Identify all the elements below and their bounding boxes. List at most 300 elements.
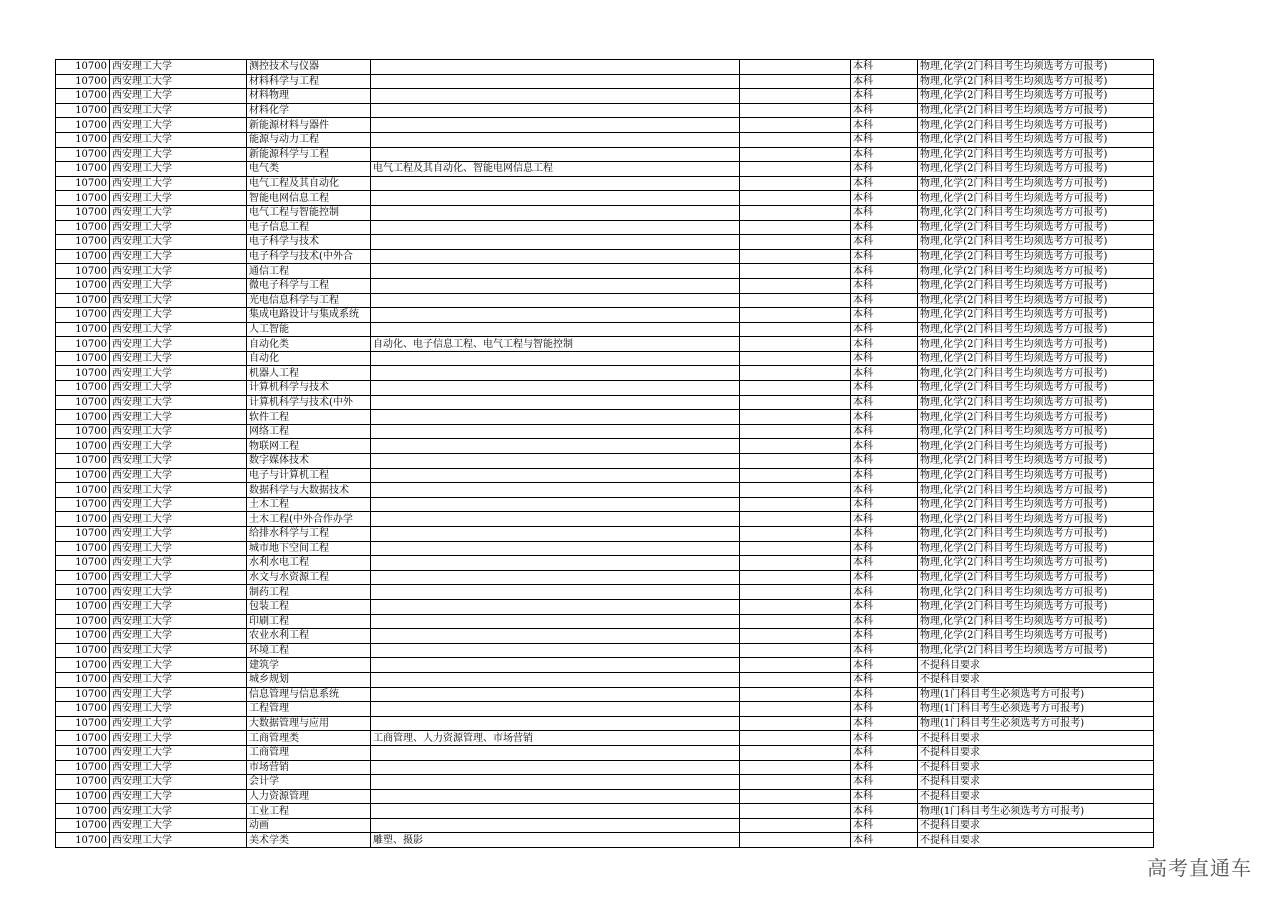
subject-requirement-cell: 物理,化学(2门科目考生均须选考方可报考) — [918, 74, 1154, 89]
major-name-cell: 材料化学 — [247, 103, 371, 118]
blank-cell — [740, 833, 851, 848]
blank-cell — [740, 118, 851, 133]
level-cell: 本科 — [851, 205, 918, 220]
subject-requirement-cell: 物理,化学(2门科目考生均须选考方可报考) — [918, 643, 1154, 658]
level-cell: 本科 — [851, 235, 918, 250]
table-row — [56, 658, 1154, 673]
level-cell: 本科 — [851, 527, 918, 542]
school-name-cell: 西安理工大学 — [110, 60, 247, 75]
watermark-text: 高考直通车 — [1147, 856, 1252, 880]
level-cell: 本科 — [851, 191, 918, 206]
major-name-cell: 新能源材料与器件 — [247, 118, 371, 133]
subject-requirement-cell: 物理(1门科目考生必须选考方可报考) — [918, 804, 1154, 819]
school-name-cell: 西安理工大学 — [110, 439, 247, 454]
blank-cell — [740, 74, 851, 89]
school-name-cell: 西安理工大学 — [110, 191, 247, 206]
school-name-cell: 西安理工大学 — [110, 818, 247, 833]
table-row — [56, 585, 1154, 600]
school-name-cell: 西安理工大学 — [110, 658, 247, 673]
school-name-cell: 西安理工大学 — [110, 760, 247, 775]
school-name-cell: 西安理工大学 — [110, 220, 247, 235]
subject-requirement-cell: 物理,化学(2门科目考生均须选考方可报考) — [918, 395, 1154, 410]
blank-cell — [740, 162, 851, 177]
school-code-cell: 10700 — [56, 118, 110, 133]
included-majors-cell — [371, 468, 740, 483]
included-majors-cell — [371, 702, 740, 717]
subject-requirement-cell: 物理,化学(2门科目考生均须选考方可报考) — [918, 439, 1154, 454]
subject-requirement-cell: 物理,化学(2门科目考生均须选考方可报考) — [918, 60, 1154, 75]
level-cell: 本科 — [851, 220, 918, 235]
subject-requirement-cell: 物理,化学(2门科目考生均须选考方可报考) — [918, 249, 1154, 264]
subject-requirement-cell: 物理,化学(2门科目考生均须选考方可报考) — [918, 512, 1154, 527]
table-row — [56, 220, 1154, 235]
school-code-cell: 10700 — [56, 147, 110, 162]
included-majors-cell — [371, 118, 740, 133]
included-majors-cell — [371, 745, 740, 760]
school-name-cell: 西安理工大学 — [110, 512, 247, 527]
table-row — [56, 775, 1154, 790]
school-code-cell: 10700 — [56, 789, 110, 804]
level-cell: 本科 — [851, 745, 918, 760]
major-name-cell: 水文与水资源工程 — [247, 570, 371, 585]
school-code-cell: 10700 — [56, 818, 110, 833]
subject-requirement-cell: 物理,化学(2门科目考生均须选考方可报考) — [918, 585, 1154, 600]
table-row — [56, 132, 1154, 147]
blank-cell — [740, 497, 851, 512]
table-row — [56, 497, 1154, 512]
school-name-cell: 西安理工大学 — [110, 264, 247, 279]
subject-requirement-cell: 不提科目要求 — [918, 775, 1154, 790]
school-name-cell: 西安理工大学 — [110, 293, 247, 308]
table-row — [56, 789, 1154, 804]
major-name-cell: 机器人工程 — [247, 366, 371, 381]
subject-requirement-cell: 物理,化学(2门科目考生均须选考方可报考) — [918, 541, 1154, 556]
table-row — [56, 599, 1154, 614]
school-name-cell: 西安理工大学 — [110, 643, 247, 658]
table-row — [56, 381, 1154, 396]
subject-requirement-cell: 物理,化学(2门科目考生均须选考方可报考) — [918, 220, 1154, 235]
school-code-cell: 10700 — [56, 235, 110, 250]
blank-cell — [740, 643, 851, 658]
blank-cell — [740, 278, 851, 293]
school-name-cell: 西安理工大学 — [110, 556, 247, 571]
included-majors-cell — [371, 512, 740, 527]
subject-requirement-cell: 物理(1门科目考生必须选考方可报考) — [918, 687, 1154, 702]
included-majors-cell: 工商管理、人力资源管理、市场营销 — [371, 731, 740, 746]
school-name-cell: 西安理工大学 — [110, 702, 247, 717]
major-name-cell: 电气工程及其自动化 — [247, 176, 371, 191]
blank-cell — [740, 570, 851, 585]
table-row — [56, 439, 1154, 454]
included-majors-cell — [371, 278, 740, 293]
table-body — [56, 60, 1154, 848]
school-name-cell: 西安理工大学 — [110, 775, 247, 790]
table-row — [56, 366, 1154, 381]
level-cell: 本科 — [851, 687, 918, 702]
major-name-cell: 工业工程 — [247, 804, 371, 819]
blank-cell — [740, 775, 851, 790]
level-cell: 本科 — [851, 439, 918, 454]
blank-cell — [740, 381, 851, 396]
school-name-cell: 西安理工大学 — [110, 833, 247, 848]
subject-requirement-cell: 物理,化学(2门科目考生均须选考方可报考) — [918, 468, 1154, 483]
subject-requirement-cell: 物理,化学(2门科目考生均须选考方可报考) — [918, 570, 1154, 585]
subject-requirement-cell: 物理,化学(2门科目考生均须选考方可报考) — [918, 454, 1154, 469]
school-name-cell: 西安理工大学 — [110, 424, 247, 439]
major-name-cell: 新能源科学与工程 — [247, 147, 371, 162]
included-majors-cell — [371, 132, 740, 147]
school-code-cell: 10700 — [56, 541, 110, 556]
school-code-cell: 10700 — [56, 585, 110, 600]
included-majors-cell — [371, 818, 740, 833]
level-cell: 本科 — [851, 468, 918, 483]
school-code-cell: 10700 — [56, 264, 110, 279]
major-name-cell: 光电信息科学与工程 — [247, 293, 371, 308]
major-name-cell: 工商管理 — [247, 745, 371, 760]
subject-requirement-cell: 物理,化学(2门科目考生均须选考方可报考) — [918, 162, 1154, 177]
blank-cell — [740, 585, 851, 600]
level-cell: 本科 — [851, 702, 918, 717]
school-code-cell: 10700 — [56, 278, 110, 293]
subject-requirement-cell: 不提科目要求 — [918, 731, 1154, 746]
major-name-cell: 美术学类 — [247, 833, 371, 848]
included-majors-cell — [371, 308, 740, 323]
level-cell: 本科 — [851, 833, 918, 848]
subject-requirement-cell: 物理,化学(2门科目考生均须选考方可报考) — [918, 483, 1154, 498]
included-majors-cell — [371, 366, 740, 381]
blank-cell — [740, 454, 851, 469]
level-cell: 本科 — [851, 351, 918, 366]
included-majors-cell — [371, 541, 740, 556]
table-row — [56, 322, 1154, 337]
school-code-cell: 10700 — [56, 162, 110, 177]
included-majors-cell — [371, 235, 740, 250]
subject-requirement-cell: 物理,化学(2门科目考生均须选考方可报考) — [918, 205, 1154, 220]
table-row — [56, 760, 1154, 775]
major-name-cell: 大数据管理与应用 — [247, 716, 371, 731]
level-cell: 本科 — [851, 278, 918, 293]
level-cell: 本科 — [851, 60, 918, 75]
blank-cell — [740, 731, 851, 746]
school-code-cell: 10700 — [56, 527, 110, 542]
level-cell: 本科 — [851, 512, 918, 527]
blank-cell — [740, 410, 851, 425]
table-row — [56, 118, 1154, 133]
major-name-cell: 市场营销 — [247, 760, 371, 775]
subject-requirement-cell: 不提科目要求 — [918, 745, 1154, 760]
school-name-cell: 西安理工大学 — [110, 541, 247, 556]
school-name-cell: 西安理工大学 — [110, 176, 247, 191]
blank-cell — [740, 176, 851, 191]
subject-requirement-cell: 物理,化学(2门科目考生均须选考方可报考) — [918, 308, 1154, 323]
blank-cell — [740, 541, 851, 556]
table-row — [56, 308, 1154, 323]
blank-cell — [740, 716, 851, 731]
major-name-cell: 电气工程与智能控制 — [247, 205, 371, 220]
major-name-cell: 土木工程(中外合作办学 — [247, 512, 371, 527]
level-cell: 本科 — [851, 322, 918, 337]
blank-cell — [740, 322, 851, 337]
major-name-cell: 微电子科学与工程 — [247, 278, 371, 293]
table-row — [56, 541, 1154, 556]
school-code-cell: 10700 — [56, 322, 110, 337]
school-name-cell: 西安理工大学 — [110, 454, 247, 469]
major-name-cell: 物联网工程 — [247, 439, 371, 454]
blank-cell — [740, 439, 851, 454]
subject-requirement-cell: 物理,化学(2门科目考生均须选考方可报考) — [918, 410, 1154, 425]
major-name-cell: 城乡规划 — [247, 672, 371, 687]
included-majors-cell — [371, 556, 740, 571]
major-name-cell: 电子科学与技术 — [247, 235, 371, 250]
school-code-cell: 10700 — [56, 351, 110, 366]
blank-cell — [740, 249, 851, 264]
level-cell: 本科 — [851, 614, 918, 629]
table-row — [56, 60, 1154, 75]
major-name-cell: 计算机科学与技术 — [247, 381, 371, 396]
school-name-cell: 西安理工大学 — [110, 366, 247, 381]
school-code-cell: 10700 — [56, 249, 110, 264]
major-name-cell: 包装工程 — [247, 599, 371, 614]
school-name-cell: 西安理工大学 — [110, 599, 247, 614]
included-majors-cell — [371, 775, 740, 790]
school-code-cell: 10700 — [56, 366, 110, 381]
blank-cell — [740, 235, 851, 250]
level-cell: 本科 — [851, 293, 918, 308]
subject-requirement-cell: 不提科目要求 — [918, 789, 1154, 804]
blank-cell — [740, 220, 851, 235]
major-name-cell: 能源与动力工程 — [247, 132, 371, 147]
blank-cell — [740, 351, 851, 366]
school-code-cell: 10700 — [56, 89, 110, 104]
included-majors-cell — [371, 497, 740, 512]
major-name-cell: 测控技术与仪器 — [247, 60, 371, 75]
included-majors-cell: 雕塑、摄影 — [371, 833, 740, 848]
school-name-cell: 西安理工大学 — [110, 789, 247, 804]
school-code-cell: 10700 — [56, 395, 110, 410]
table-row — [56, 483, 1154, 498]
table-row — [56, 643, 1154, 658]
school-name-cell: 西安理工大学 — [110, 731, 247, 746]
school-name-cell: 西安理工大学 — [110, 483, 247, 498]
included-majors-cell — [371, 89, 740, 104]
blank-cell — [740, 308, 851, 323]
table-row — [56, 337, 1154, 352]
level-cell: 本科 — [851, 760, 918, 775]
major-name-cell: 软件工程 — [247, 410, 371, 425]
major-name-cell: 制药工程 — [247, 585, 371, 600]
subject-requirement-cell: 物理,化学(2门科目考生均须选考方可报考) — [918, 599, 1154, 614]
table-row — [56, 410, 1154, 425]
subject-requirement-cell: 物理(1门科目考生必须选考方可报考) — [918, 716, 1154, 731]
blank-cell — [740, 89, 851, 104]
table-row — [56, 103, 1154, 118]
level-cell: 本科 — [851, 381, 918, 396]
table-row — [56, 672, 1154, 687]
school-code-cell: 10700 — [56, 672, 110, 687]
table-row — [56, 527, 1154, 542]
level-cell: 本科 — [851, 556, 918, 571]
school-name-cell: 西安理工大学 — [110, 89, 247, 104]
table-row — [56, 278, 1154, 293]
school-code-cell: 10700 — [56, 381, 110, 396]
table-row — [56, 162, 1154, 177]
level-cell: 本科 — [851, 599, 918, 614]
table-row — [56, 293, 1154, 308]
blank-cell — [740, 804, 851, 819]
table-row — [56, 147, 1154, 162]
school-code-cell: 10700 — [56, 424, 110, 439]
blank-cell — [740, 745, 851, 760]
included-majors-cell — [371, 658, 740, 673]
table-row — [56, 395, 1154, 410]
major-name-cell: 印刷工程 — [247, 614, 371, 629]
included-majors-cell — [371, 599, 740, 614]
included-majors-cell — [371, 351, 740, 366]
included-majors-cell: 电气工程及其自动化、智能电网信息工程 — [371, 162, 740, 177]
included-majors-cell — [371, 483, 740, 498]
included-majors-cell — [371, 147, 740, 162]
school-code-cell: 10700 — [56, 74, 110, 89]
blank-cell — [740, 191, 851, 206]
school-code-cell: 10700 — [56, 60, 110, 75]
level-cell: 本科 — [851, 162, 918, 177]
subject-requirement-cell: 物理,化学(2门科目考生均须选考方可报考) — [918, 337, 1154, 352]
school-code-cell: 10700 — [56, 760, 110, 775]
level-cell: 本科 — [851, 818, 918, 833]
school-code-cell: 10700 — [56, 833, 110, 848]
table-row — [56, 716, 1154, 731]
level-cell: 本科 — [851, 541, 918, 556]
subject-requirement-cell: 物理,化学(2门科目考生均须选考方可报考) — [918, 89, 1154, 104]
table-row — [56, 629, 1154, 644]
level-cell: 本科 — [851, 585, 918, 600]
school-name-cell: 西安理工大学 — [110, 147, 247, 162]
level-cell: 本科 — [851, 132, 918, 147]
major-name-cell: 电气类 — [247, 162, 371, 177]
table-row — [56, 468, 1154, 483]
school-code-cell: 10700 — [56, 745, 110, 760]
school-name-cell: 西安理工大学 — [110, 278, 247, 293]
subject-requirement-cell: 物理,化学(2门科目考生均须选考方可报考) — [918, 497, 1154, 512]
included-majors-cell — [371, 629, 740, 644]
table-row — [56, 191, 1154, 206]
blank-cell — [740, 629, 851, 644]
school-code-cell: 10700 — [56, 658, 110, 673]
school-name-cell: 西安理工大学 — [110, 629, 247, 644]
subject-requirement-cell: 物理,化学(2门科目考生均须选考方可报考) — [918, 118, 1154, 133]
blank-cell — [740, 293, 851, 308]
major-name-cell: 通信工程 — [247, 264, 371, 279]
level-cell: 本科 — [851, 483, 918, 498]
subject-requirement-cell: 不提科目要求 — [918, 760, 1154, 775]
table-row — [56, 351, 1154, 366]
major-name-cell: 数据科学与大数据技术 — [247, 483, 371, 498]
included-majors-cell — [371, 804, 740, 819]
major-name-cell: 工商管理类 — [247, 731, 371, 746]
school-code-cell: 10700 — [56, 614, 110, 629]
included-majors-cell — [371, 293, 740, 308]
major-name-cell: 数字媒体技术 — [247, 454, 371, 469]
included-majors-cell — [371, 760, 740, 775]
blank-cell — [740, 702, 851, 717]
school-name-cell: 西安理工大学 — [110, 585, 247, 600]
table-row — [56, 614, 1154, 629]
level-cell: 本科 — [851, 366, 918, 381]
table-row — [56, 264, 1154, 279]
subject-requirement-cell: 物理,化学(2门科目考生均须选考方可报考) — [918, 614, 1154, 629]
major-name-cell: 农业水利工程 — [247, 629, 371, 644]
school-name-cell: 西安理工大学 — [110, 527, 247, 542]
included-majors-cell — [371, 381, 740, 396]
school-name-cell: 西安理工大学 — [110, 118, 247, 133]
table-row — [56, 745, 1154, 760]
blank-cell — [740, 366, 851, 381]
included-majors-cell — [371, 527, 740, 542]
major-name-cell: 自动化 — [247, 351, 371, 366]
level-cell: 本科 — [851, 264, 918, 279]
level-cell: 本科 — [851, 176, 918, 191]
blank-cell — [740, 760, 851, 775]
table-row — [56, 687, 1154, 702]
level-cell: 本科 — [851, 658, 918, 673]
major-name-cell: 材料物理 — [247, 89, 371, 104]
level-cell: 本科 — [851, 570, 918, 585]
school-name-cell: 西安理工大学 — [110, 351, 247, 366]
level-cell: 本科 — [851, 804, 918, 819]
major-name-cell: 人力资源管理 — [247, 789, 371, 804]
included-majors-cell — [371, 643, 740, 658]
major-name-cell: 会计学 — [247, 775, 371, 790]
subject-requirement-cell: 物理,化学(2门科目考生均须选考方可报考) — [918, 381, 1154, 396]
level-cell: 本科 — [851, 395, 918, 410]
blank-cell — [740, 818, 851, 833]
school-code-cell: 10700 — [56, 599, 110, 614]
school-name-cell: 西安理工大学 — [110, 235, 247, 250]
subject-requirement-cell: 物理,化学(2门科目考生均须选考方可报考) — [918, 278, 1154, 293]
major-name-cell: 动画 — [247, 818, 371, 833]
subject-requirement-cell: 物理,化学(2门科目考生均须选考方可报考) — [918, 264, 1154, 279]
major-name-cell: 城市地下空间工程 — [247, 541, 371, 556]
school-code-cell: 10700 — [56, 454, 110, 469]
included-majors-cell — [371, 322, 740, 337]
school-code-cell: 10700 — [56, 468, 110, 483]
table-row — [56, 176, 1154, 191]
table-row — [56, 235, 1154, 250]
school-name-cell: 西安理工大学 — [110, 468, 247, 483]
school-code-cell: 10700 — [56, 483, 110, 498]
school-name-cell: 西安理工大学 — [110, 716, 247, 731]
school-name-cell: 西安理工大学 — [110, 687, 247, 702]
included-majors-cell — [371, 439, 740, 454]
table-row — [56, 89, 1154, 104]
subject-requirement-cell: 不提科目要求 — [918, 658, 1154, 673]
level-cell: 本科 — [851, 103, 918, 118]
level-cell: 本科 — [851, 775, 918, 790]
subject-requirement-cell: 物理,化学(2门科目考生均须选考方可报考) — [918, 103, 1154, 118]
included-majors-cell — [371, 205, 740, 220]
included-majors-cell — [371, 249, 740, 264]
school-name-cell: 西安理工大学 — [110, 74, 247, 89]
school-name-cell: 西安理工大学 — [110, 132, 247, 147]
school-code-cell: 10700 — [56, 293, 110, 308]
school-name-cell: 西安理工大学 — [110, 322, 247, 337]
blank-cell — [740, 147, 851, 162]
school-code-cell: 10700 — [56, 103, 110, 118]
included-majors-cell — [371, 103, 740, 118]
major-name-cell: 工程管理 — [247, 702, 371, 717]
major-name-cell: 电子信息工程 — [247, 220, 371, 235]
blank-cell — [740, 264, 851, 279]
